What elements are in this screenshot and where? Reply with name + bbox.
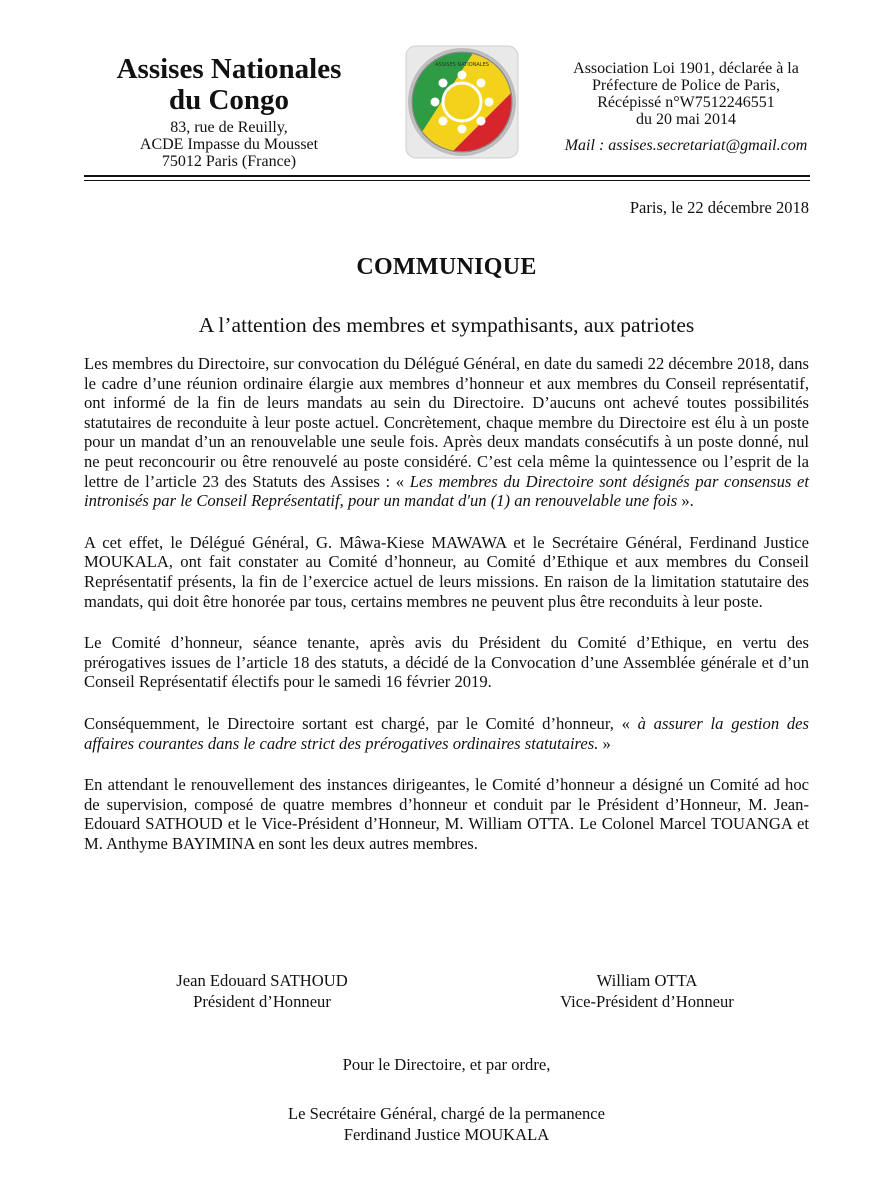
paragraph: En attendant le renouvellement des instances dirigeantes, le Comité d’honneur a désigné un Comité ad hoc de supervision, composé de quatre membres d’honneur et conduit par le Président d’Honneur, M. Jean-Edouard SATHOUD et le Vice-Président d’Honneur, M. William OTTA. Le Colonel Marcel TOUANGA et M. Anthyme BAYIMINA en sont les deux autres membres.	[84, 775, 809, 853]
closing-signatory: Ferdinand Justice MOUKALA	[343, 1125, 550, 1144]
statute-quote: Les membres du Directoire sont désignés par consensus et intronisés par le Conseil Représentatif, pour un mandat d'un (1) an renouvelable une fois	[84, 471, 809, 511]
legal-info-block	[560, 60, 812, 154]
signature-right	[497, 970, 797, 1012]
legal-line: Préfecture de Police de Paris,	[592, 77, 780, 94]
organization-name-line2: du Congo	[168, 84, 290, 116]
document-date: Paris, le 22 décembre 2018	[629, 198, 809, 217]
organization-block	[84, 54, 374, 170]
paragraph: Le Comité d’honneur, séance tenante, après avis du Président du Comité d’Ethique, en vertu des prérogatives issues de l’article 18 des statuts, a décidé de la Convocation d’une Assemblée générale et d’un Conseil Représentatif électifs pour le samedi 16 février 2019.	[84, 633, 809, 692]
signatory-name: Jean Edouard SATHOUD	[176, 971, 348, 990]
contact-email: Mail : assises.secretariat@gmail.com	[564, 137, 808, 154]
closing-line: Pour le Directoire, et par ordre,	[342, 1055, 551, 1074]
address-line: 83, rue de Reuilly,	[170, 119, 288, 136]
legal-line: du 20 mai 2014	[636, 111, 736, 128]
paragraph: A cet effet, le Délégué Général, G. Mâwa-Kiese MAWAWA et le Secrétaire Général, Ferdinand Justice MOUKALA, ont fait constater au Comité d’honneur, au Comité d’Ethique et aux membres du Conseil Représentatif présents, la fin de l’exercice actuel de leurs missions. En raison de la limitation statutaire des mandats, qui doit être honorée par tous, certains membres ne peuvent plus être reconduits à leur poste.	[84, 532, 809, 611]
closing-block	[0, 1054, 893, 1145]
signatory-title: Vice-Président d’Honneur	[560, 992, 734, 1011]
header-divider-thin	[84, 180, 810, 181]
document-title: COMMUNIQUE	[356, 254, 537, 280]
address-line: ACDE Impasse du Mousset	[139, 136, 319, 153]
closing-line: Le Secrétaire Général, chargé de la permanence	[287, 1104, 606, 1123]
organization-address	[84, 119, 374, 170]
organization-name-line1: Assises Nationales	[116, 53, 342, 85]
communique-body	[84, 354, 809, 875]
paragraph: Conséquemment, le Directoire sortant est chargé, par le Comité d’honneur, « à assurer la gestion des affaires courantes dans le cadre strict des prérogatives ordinaires statutaires. »	[84, 713, 809, 753]
document-subtitle: A l’attention des membres et sympathisants, aux patriotes	[198, 313, 695, 337]
circle-of-people-logo-icon	[404, 44, 520, 160]
signature-left	[112, 970, 412, 1012]
svg-text:ASSISES NATIONALES: ASSISES NATIONALES	[435, 62, 489, 68]
header-divider	[84, 175, 810, 177]
legal-line: Récépissé n°W7512246551	[597, 94, 775, 111]
paragraph: Les membres du Directoire, sur convocation du Délégué Général, en date du samedi 22 décembre 2018, dans le cadre d’une réunion ordinaire élargie aux membres d’honneur et aux membres du Conseil représentatif, ont informé de la fin de leurs mandats au sein du Directoire. D’aucuns ont achevé toutes possibilités statutaires de reconduite à leur poste actuel. Concrètement, chaque membre du Directoire est élu à un poste pour un mandat d’un an renouvelable une seule fois. Après deux mandats consécutifs à un poste donné, nul ne peut reconcourir ou être renouvelé au poste considéré. C’est cela même la quintessence ou l’esprit de la lettre de l’article 23 des Statuts des Assises : « Les membres du Directoire sont désignés par consensus et intronisés par le Conseil Représentatif, pour un mandat d'un (1) an renouvelable une fois ».	[84, 354, 809, 511]
signatory-name: William OTTA	[596, 971, 698, 990]
signatory-title: Président d’Honneur	[193, 992, 331, 1011]
legal-line: Association Loi 1901, déclarée à la	[573, 60, 799, 77]
address-line: 75012 Paris (France)	[161, 153, 297, 170]
committee-quote: à assurer la gestion des affaires courantes dans le cadre strict des prérogatives ordinaires statutaires.	[84, 713, 809, 753]
